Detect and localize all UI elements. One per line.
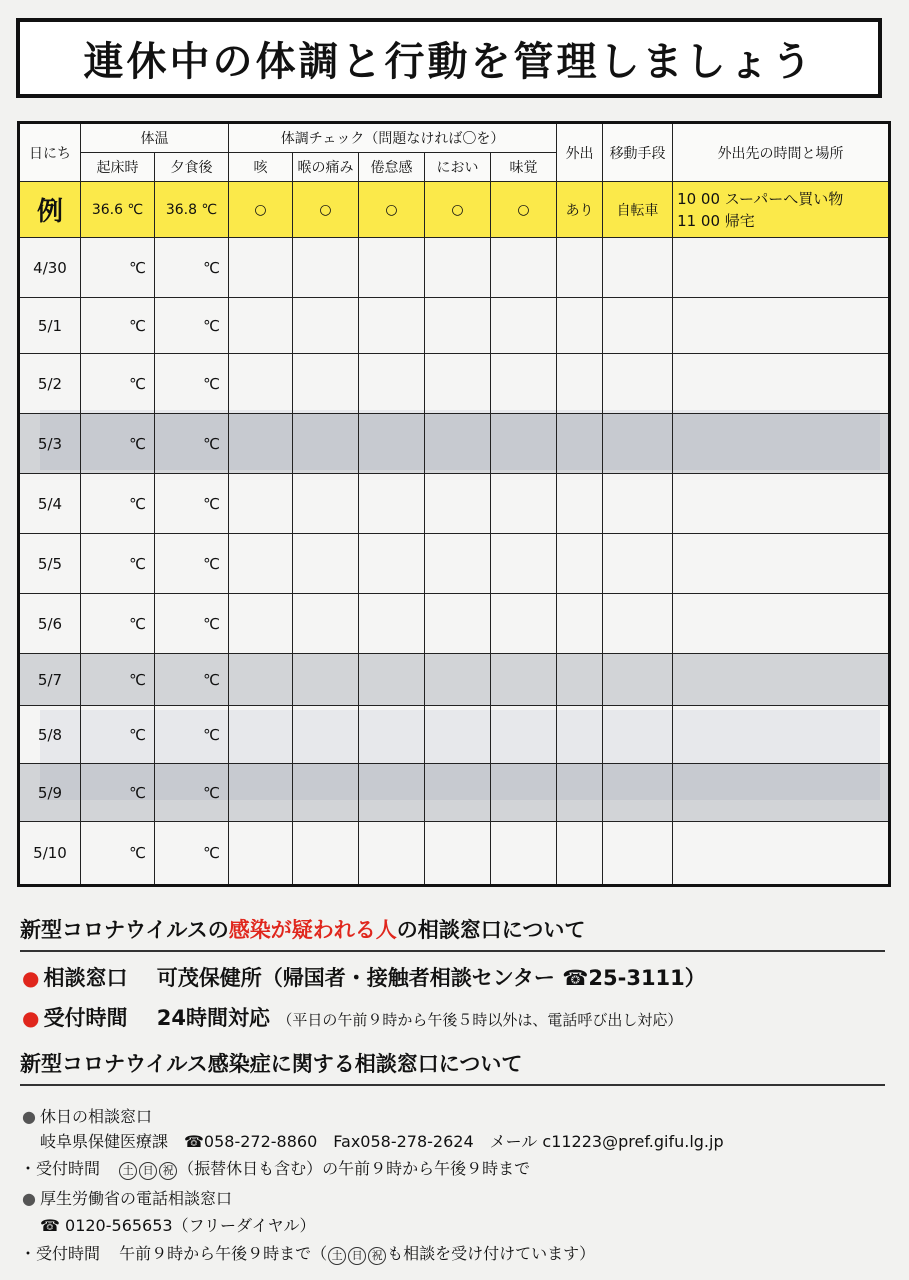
example-outing: あり xyxy=(557,182,603,238)
section1-heading xyxy=(20,914,885,952)
col-fatigue: 倦怠感 xyxy=(359,153,425,182)
table-row xyxy=(19,414,890,474)
wake-temp-cell[interactable]: ℃ xyxy=(81,238,155,298)
col-date: 日にち xyxy=(19,123,81,182)
throat-cell[interactable] xyxy=(293,474,359,534)
transport-cell[interactable] xyxy=(603,764,673,822)
col-cough: 咳 xyxy=(229,153,293,182)
transport-cell[interactable] xyxy=(603,534,673,594)
transport-cell[interactable] xyxy=(603,654,673,706)
throat-cell[interactable] xyxy=(293,298,359,354)
holiday-window-label-line xyxy=(22,1104,152,1127)
cough-cell[interactable] xyxy=(229,706,293,764)
smell-cell[interactable] xyxy=(425,238,491,298)
example-taste: ○ xyxy=(491,182,557,238)
day-date: 5/2 xyxy=(19,354,81,414)
table-row xyxy=(19,706,890,764)
taste-cell[interactable] xyxy=(491,474,557,534)
destination-cell[interactable] xyxy=(673,238,890,298)
fatigue-cell[interactable] xyxy=(359,414,425,474)
header-row-1 xyxy=(19,123,890,153)
col-evening: 夕食後 xyxy=(155,153,229,182)
section1-heading-post: の相談窓口について xyxy=(396,918,586,942)
cough-cell[interactable] xyxy=(229,414,293,474)
col-destination: 外出先の時間と場所 xyxy=(673,123,890,182)
destination-cell[interactable] xyxy=(673,822,890,886)
day-date: 5/1 xyxy=(19,298,81,354)
saturday-icon: 土 xyxy=(119,1162,137,1180)
day-date: 5/3 xyxy=(19,414,81,474)
sunday-icon: 日 xyxy=(139,1162,157,1180)
evening-temp-cell[interactable]: ℃ xyxy=(155,534,229,594)
wake-temp-cell[interactable]: ℃ xyxy=(81,822,155,886)
evening-temp-cell[interactable]: ℃ xyxy=(155,298,229,354)
transport-cell[interactable] xyxy=(603,238,673,298)
table-row xyxy=(19,534,890,594)
example-cough: ○ xyxy=(229,182,293,238)
cough-cell[interactable] xyxy=(229,534,293,594)
example-smell: ○ xyxy=(425,182,491,238)
smell-cell[interactable] xyxy=(425,414,491,474)
fatigue-cell[interactable] xyxy=(359,474,425,534)
mhlw-hours-label: 受付時間 xyxy=(36,1244,101,1263)
section1-heading-red: 感染が疑われる人 xyxy=(228,918,397,942)
holiday-icon: 祝 xyxy=(159,1162,177,1180)
sunday-icon: 日 xyxy=(348,1247,366,1265)
smell-cell[interactable] xyxy=(425,474,491,534)
cough-cell[interactable] xyxy=(229,654,293,706)
table-row xyxy=(19,298,890,354)
consult-hours-value: 24時間対応 xyxy=(156,1006,270,1030)
holiday-hours-text: （振替休日も含む）の午前９時から午後９時まで xyxy=(178,1159,531,1178)
red-bullet-icon: ● xyxy=(22,966,40,990)
day-date: 4/30 xyxy=(19,238,81,298)
bullet-icon: ● xyxy=(22,1107,36,1126)
transport-cell[interactable] xyxy=(603,298,673,354)
example-destination xyxy=(673,182,890,238)
example-wake-temp: 36.6 ℃ xyxy=(81,182,155,238)
consult-window-line xyxy=(22,962,706,992)
smell-cell[interactable] xyxy=(425,764,491,822)
taste-cell[interactable] xyxy=(491,706,557,764)
col-taste: 味覚 xyxy=(491,153,557,182)
consult-hours-line xyxy=(22,1002,682,1032)
throat-cell[interactable] xyxy=(293,706,359,764)
smell-cell[interactable] xyxy=(425,822,491,886)
outing-cell[interactable] xyxy=(557,354,603,414)
taste-cell[interactable] xyxy=(491,822,557,886)
wake-temp-cell[interactable]: ℃ xyxy=(81,474,155,534)
taste-cell[interactable] xyxy=(491,654,557,706)
fatigue-cell[interactable] xyxy=(359,238,425,298)
destination-cell[interactable] xyxy=(673,594,890,654)
wake-temp-cell[interactable]: ℃ xyxy=(81,594,155,654)
taste-cell[interactable] xyxy=(491,594,557,654)
evening-temp-cell[interactable]: ℃ xyxy=(155,822,229,886)
smell-cell[interactable] xyxy=(425,706,491,764)
throat-cell[interactable] xyxy=(293,238,359,298)
cough-cell[interactable] xyxy=(229,298,293,354)
table-row xyxy=(19,654,890,706)
smell-cell[interactable] xyxy=(425,594,491,654)
cough-cell[interactable] xyxy=(229,594,293,654)
evening-temp-cell[interactable]: ℃ xyxy=(155,354,229,414)
evening-temp-cell[interactable]: ℃ xyxy=(155,474,229,534)
col-temp: 体温 xyxy=(81,123,229,153)
saturday-icon: 土 xyxy=(328,1247,346,1265)
example-fatigue: ○ xyxy=(359,182,425,238)
transport-cell[interactable] xyxy=(603,594,673,654)
col-wake: 起床時 xyxy=(81,153,155,182)
example-evening-temp: 36.8 ℃ xyxy=(155,182,229,238)
table-row xyxy=(19,594,890,654)
consult-hours-label: 受付時間 xyxy=(43,1006,128,1030)
outing-cell[interactable] xyxy=(557,474,603,534)
outing-cell[interactable] xyxy=(557,764,603,822)
taste-cell[interactable] xyxy=(491,298,557,354)
mhlw-label-line xyxy=(22,1186,232,1209)
mhlw-hours-text-pre: 午前９時から午後９時まで（ xyxy=(119,1244,328,1263)
day-date: 5/10 xyxy=(19,822,81,886)
outing-cell[interactable] xyxy=(557,414,603,474)
throat-cell[interactable] xyxy=(293,822,359,886)
bullet-icon: ・ xyxy=(20,1244,37,1263)
outing-cell[interactable] xyxy=(557,594,603,654)
transport-cell[interactable] xyxy=(603,414,673,474)
day-date: 5/5 xyxy=(19,534,81,594)
holiday-window-label: 休日の相談窓口 xyxy=(39,1107,152,1126)
smell-cell[interactable] xyxy=(425,534,491,594)
wake-temp-cell[interactable]: ℃ xyxy=(81,764,155,822)
cough-cell[interactable] xyxy=(229,764,293,822)
mhlw-label: 厚生労働省の電話相談窓口 xyxy=(39,1189,232,1208)
outing-cell[interactable] xyxy=(557,298,603,354)
taste-cell[interactable] xyxy=(491,764,557,822)
example-row xyxy=(19,182,890,238)
fatigue-cell[interactable] xyxy=(359,354,425,414)
fatigue-cell[interactable] xyxy=(359,594,425,654)
holiday-icon: 祝 xyxy=(368,1247,386,1265)
wake-temp-cell[interactable]: ℃ xyxy=(81,354,155,414)
wake-temp-cell[interactable]: ℃ xyxy=(81,534,155,594)
table-row xyxy=(19,764,890,822)
example-transport: 自転車 xyxy=(603,182,673,238)
destination-cell[interactable] xyxy=(673,414,890,474)
col-transport: 移動手段 xyxy=(603,123,673,182)
table-row xyxy=(19,822,890,886)
day-date: 5/7 xyxy=(19,654,81,706)
red-bullet-icon: ● xyxy=(22,1006,40,1030)
section2-heading: 新型コロナウイルス感染症に関する相談窓口について xyxy=(20,1048,885,1086)
throat-cell[interactable] xyxy=(293,534,359,594)
transport-cell[interactable] xyxy=(603,706,673,764)
destination-cell[interactable] xyxy=(673,354,890,414)
evening-temp-cell[interactable]: ℃ xyxy=(155,594,229,654)
day-date: 5/6 xyxy=(19,594,81,654)
fatigue-cell[interactable] xyxy=(359,654,425,706)
destination-cell[interactable] xyxy=(673,706,890,764)
throat-cell[interactable] xyxy=(293,764,359,822)
consult-label: 相談窓口 xyxy=(43,966,128,990)
outing-cell[interactable] xyxy=(557,822,603,886)
example-label: 例 xyxy=(19,182,81,238)
col-throat: 喉の痛み xyxy=(293,153,359,182)
section1-heading-pre: 新型コロナウイルスの xyxy=(20,918,229,942)
mhlw-hours-line xyxy=(20,1241,595,1265)
outing-cell[interactable] xyxy=(557,706,603,764)
evening-temp-cell[interactable]: ℃ xyxy=(155,238,229,298)
evening-temp-cell[interactable]: ℃ xyxy=(155,654,229,706)
bullet-icon: ● xyxy=(22,1189,36,1208)
fatigue-cell[interactable] xyxy=(359,822,425,886)
health-log-table xyxy=(17,121,891,887)
example-destination-line2: 11 00 帰宅 xyxy=(677,211,755,230)
smell-cell[interactable] xyxy=(425,654,491,706)
fatigue-cell[interactable] xyxy=(359,298,425,354)
table-row xyxy=(19,474,890,534)
day-date: 5/9 xyxy=(19,764,81,822)
taste-cell[interactable] xyxy=(491,354,557,414)
outing-cell[interactable] xyxy=(557,534,603,594)
example-throat: ○ xyxy=(293,182,359,238)
outing-cell[interactable] xyxy=(557,654,603,706)
transport-cell[interactable] xyxy=(603,474,673,534)
taste-cell[interactable] xyxy=(491,414,557,474)
col-check: 体調チェック（問題なければ〇を） xyxy=(229,123,557,153)
consult-value: 可茂保健所（帰国者・接触者相談センター ☎25-3111） xyxy=(156,966,706,990)
fatigue-cell[interactable] xyxy=(359,706,425,764)
destination-cell[interactable] xyxy=(673,654,890,706)
mhlw-hours-text-post: も相談を受け付けています） xyxy=(387,1244,596,1263)
cough-cell[interactable] xyxy=(229,238,293,298)
mhlw-phone: ☎ 0120-565653（フリーダイヤル） xyxy=(40,1216,316,1235)
throat-cell[interactable] xyxy=(293,654,359,706)
col-smell: におい xyxy=(425,153,491,182)
throat-cell[interactable] xyxy=(293,414,359,474)
outing-cell[interactable] xyxy=(557,238,603,298)
bullet-icon: ・ xyxy=(20,1159,37,1178)
throat-cell[interactable] xyxy=(293,354,359,414)
destination-cell[interactable] xyxy=(673,474,890,534)
evening-temp-cell[interactable]: ℃ xyxy=(155,414,229,474)
day-date: 5/4 xyxy=(19,474,81,534)
destination-cell[interactable] xyxy=(673,534,890,594)
taste-cell[interactable] xyxy=(491,238,557,298)
cough-cell[interactable] xyxy=(229,474,293,534)
throat-cell[interactable] xyxy=(293,594,359,654)
wake-temp-cell[interactable]: ℃ xyxy=(81,298,155,354)
table-row xyxy=(19,238,890,298)
transport-cell[interactable] xyxy=(603,822,673,886)
wake-temp-cell[interactable]: ℃ xyxy=(81,706,155,764)
destination-cell[interactable] xyxy=(673,764,890,822)
table-row xyxy=(19,354,890,414)
destination-cell[interactable] xyxy=(673,298,890,354)
smell-cell[interactable] xyxy=(425,298,491,354)
evening-temp-cell[interactable]: ℃ xyxy=(155,706,229,764)
holiday-window-contact: 岐阜県保健医療課 ☎058-272-8860 Fax058-278-2624 メール c11223@pref.gifu.lg.jp xyxy=(40,1132,724,1151)
col-outing: 外出 xyxy=(557,123,603,182)
cough-cell[interactable] xyxy=(229,822,293,886)
evening-temp-cell[interactable]: ℃ xyxy=(155,764,229,822)
day-date: 5/8 xyxy=(19,706,81,764)
fatigue-cell[interactable] xyxy=(359,764,425,822)
wake-temp-cell[interactable]: ℃ xyxy=(81,654,155,706)
transport-cell[interactable] xyxy=(603,354,673,414)
example-destination-line1: 10 00 スーパーへ買い物 xyxy=(677,189,844,208)
holiday-hours-label: 受付時間 xyxy=(36,1159,101,1178)
fatigue-cell[interactable] xyxy=(359,534,425,594)
taste-cell[interactable] xyxy=(491,534,557,594)
page-title: 連休中の体調と行動を管理しましょう xyxy=(83,38,815,85)
title-box xyxy=(16,18,882,98)
cough-cell[interactable] xyxy=(229,354,293,414)
wake-temp-cell[interactable]: ℃ xyxy=(81,414,155,474)
holiday-hours-line xyxy=(20,1156,530,1180)
smell-cell[interactable] xyxy=(425,354,491,414)
consult-hours-note: （平日の午前９時から午後５時以外は、電話呼び出し対応） xyxy=(277,1011,683,1029)
